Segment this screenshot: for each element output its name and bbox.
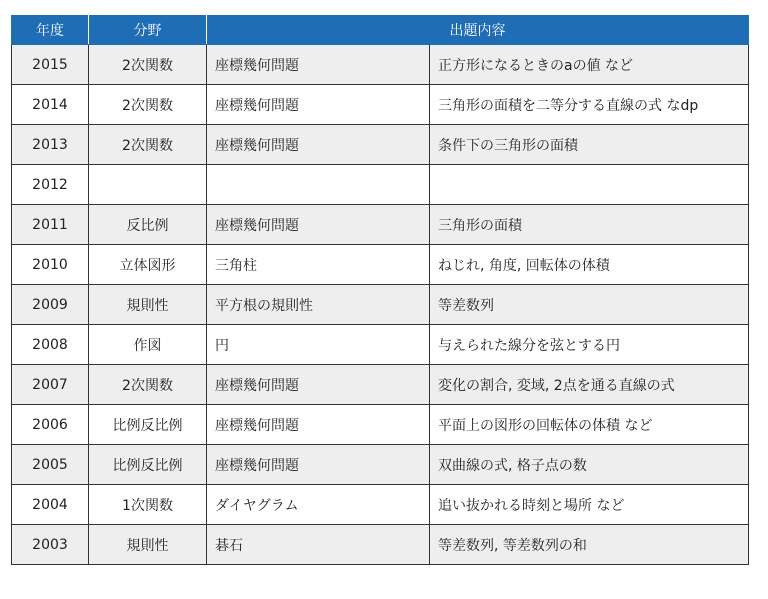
cell-topic: 座標幾何問題: [207, 205, 430, 245]
table-row: [12, 405, 749, 445]
cell-detail: 正方形になるときのaの値 など: [430, 45, 749, 85]
table-row: [12, 445, 749, 485]
cell-topic: 三角柱: [207, 245, 430, 285]
table-row: [12, 245, 749, 285]
table-row: [12, 165, 749, 205]
cell-topic: 座標幾何問題: [207, 445, 430, 485]
cell-field: 規則性: [89, 285, 207, 325]
exam-topics-table-container: [11, 15, 749, 565]
cell-year: 2008: [12, 325, 89, 365]
cell-detail: 三角形の面積: [430, 205, 749, 245]
cell-field: [89, 165, 207, 205]
cell-field: 2次関数: [89, 125, 207, 165]
cell-detail: [430, 165, 749, 205]
header-field: 分野: [89, 16, 207, 45]
cell-topic: 座標幾何問題: [207, 405, 430, 445]
cell-year: 2015: [12, 45, 89, 85]
table-row: [12, 205, 749, 245]
cell-year: 2006: [12, 405, 89, 445]
cell-topic: 座標幾何問題: [207, 85, 430, 125]
cell-topic: 座標幾何問題: [207, 365, 430, 405]
cell-field: 2次関数: [89, 45, 207, 85]
table-body: [12, 45, 749, 565]
table-row: [12, 325, 749, 365]
header-content: 出題内容: [207, 16, 749, 45]
cell-detail: 追い抜かれる時刻と場所 など: [430, 485, 749, 525]
cell-detail: 双曲線の式, 格子点の数: [430, 445, 749, 485]
table-row: [12, 45, 749, 85]
cell-field: 立体図形: [89, 245, 207, 285]
cell-year: 2004: [12, 485, 89, 525]
cell-field: 規則性: [89, 525, 207, 565]
cell-topic: 座標幾何問題: [207, 45, 430, 85]
cell-detail: 等差数列, 等差数列の和: [430, 525, 749, 565]
cell-field: 2次関数: [89, 365, 207, 405]
cell-topic: [207, 165, 430, 205]
cell-year: 2005: [12, 445, 89, 485]
cell-detail: 三角形の面積を二等分する直線の式 なdp: [430, 85, 749, 125]
cell-year: 2012: [12, 165, 89, 205]
cell-field: 作図: [89, 325, 207, 365]
table-row: [12, 525, 749, 565]
exam-topics-table: [11, 15, 749, 565]
table-row: [12, 85, 749, 125]
cell-topic: 円: [207, 325, 430, 365]
table-row: [12, 365, 749, 405]
cell-topic: 平方根の規則性: [207, 285, 430, 325]
cell-field: 2次関数: [89, 85, 207, 125]
cell-year: 2011: [12, 205, 89, 245]
cell-field: 比例反比例: [89, 445, 207, 485]
cell-year: 2010: [12, 245, 89, 285]
table-row: [12, 485, 749, 525]
table-row: [12, 285, 749, 325]
cell-detail: 等差数列: [430, 285, 749, 325]
cell-detail: 平面上の図形の回転体の体積 など: [430, 405, 749, 445]
cell-topic: 座標幾何問題: [207, 125, 430, 165]
cell-year: 2003: [12, 525, 89, 565]
cell-topic: 碁石: [207, 525, 430, 565]
cell-year: 2007: [12, 365, 89, 405]
table-row: [12, 125, 749, 165]
header-row: [12, 16, 749, 45]
cell-field: 反比例: [89, 205, 207, 245]
cell-field: 1次関数: [89, 485, 207, 525]
cell-year: 2013: [12, 125, 89, 165]
cell-detail: 与えられた線分を弦とする円: [430, 325, 749, 365]
cell-topic: ダイヤグラム: [207, 485, 430, 525]
cell-detail: ねじれ, 角度, 回転体の体積: [430, 245, 749, 285]
cell-year: 2014: [12, 85, 89, 125]
cell-detail: 変化の割合, 変域, 2点を通る直線の式: [430, 365, 749, 405]
cell-detail: 条件下の三角形の面積: [430, 125, 749, 165]
cell-year: 2009: [12, 285, 89, 325]
cell-field: 比例反比例: [89, 405, 207, 445]
header-year: 年度: [12, 16, 89, 45]
